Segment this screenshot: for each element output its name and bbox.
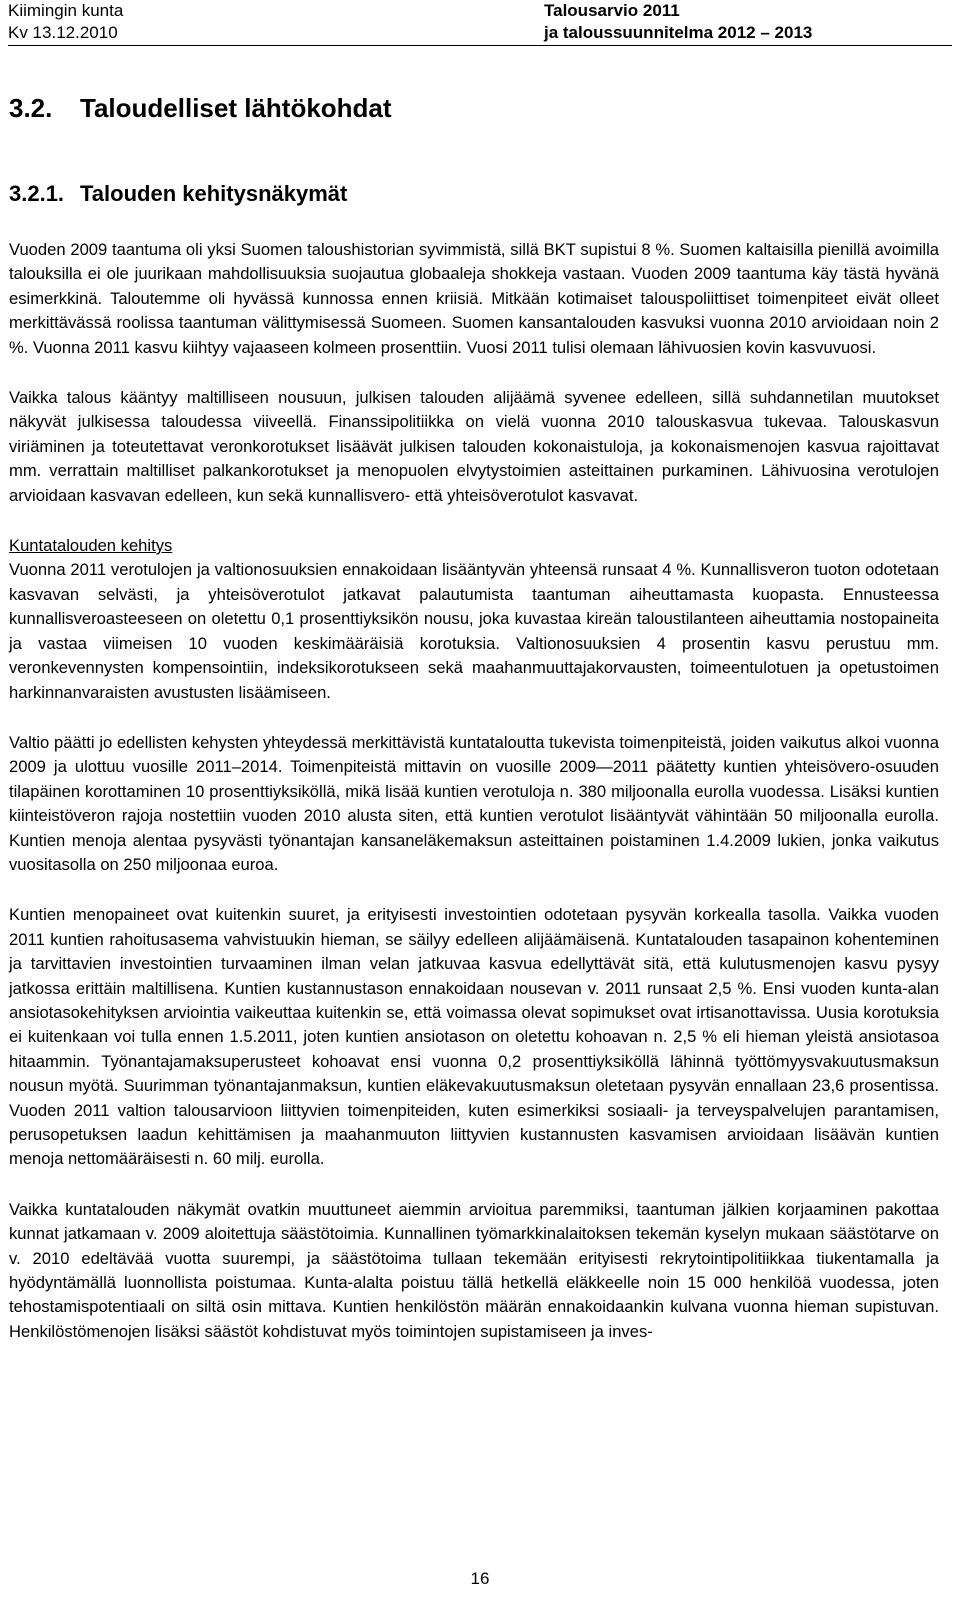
paragraph-4: Valtio päätti jo edellisten kehysten yhteydessä merkittävistä kuntataloutta tukevista toimenpiteistä, joiden vaikutus alkoi vuonna 2009 ja ulottuu vuosille 2011–2014. Toimenpiteistä mittavin on vuosille 2009—2011 päätetty kuntien yhteisövero-osuuden tilapäinen korottaminen 10 prosenttiyksiköllä, mikä lisää kuntien verotuloja n. 380 miljoonalla eurolla vuodessa. Lisäksi kuntien kiinteistöveron rajoja nostettiin vuoden 2010 alusta siten, että kuntien verotulot lisääntyvät vähintään 50 miljoonalla eurolla. Kuntien menoja alentaa pysyvästi työnantajan kansaneläkemaksun asteittainen poistaminen 1.4.2009 lukien, jonka vaikutus vuositasolla on 250 miljoonaa euroa. <box>9 732 939 874</box>
municipality-name: Kiimingin kunta <box>8 1 124 20</box>
subsection-title: Talouden kehitysnäkymät <box>80 181 348 206</box>
page-header <box>8 0 952 44</box>
section-heading <box>9 91 392 125</box>
paragraph-5: Kuntien menopaineet ovat kuitenkin suuret, ja erityisesti investointien odotetaan pysyvän korkealla tasolla. Vaikka vuoden 2011 kuntien rahoitusasema vahvistuukin hieman, se säilyy edelleen alijäämäisenä. Kuntatalouden tasapainon kohenteminen ja tarvittavien investointien turvaaminen ilman velan jatkuvaa kasvua edellyttävät sitä, että kulutusmenojen kasvu pysyy jatkossa erittäin maltillisena. Kuntien kustannustason ennakoidaan nousevan v. 2011 runsaat 2,5 %. Ensi vuoden kunta-alan ansiotasokehityksen arviointia vaikeuttaa kuitenkin se, että voimassa olevat sopimukset ovat irtisanottavissa. Uusia korotuksia ei kuitenkaan voi tulla ennen 1.5.2011, joten kuntien ansiotason on oletettu kohoavan n. 2,5 % eli hieman yleistä ansiotasoa hitaammin. Työnantajamaksuperusteet kohoavat ensi vuonna 0,2 prosenttiyksiköllä lähinnä työttömyysvakuutusmaksun nousun myötä. Suurimman työnantajanmaksun, kuntien eläkevakuutusmaksun oletetaan pysyvän ennallaan 23,6 prosentissa. Vuoden 2011 valtion talousarvioon liittyvien toimenpiteiden, kuten esimerkiksi sosiaali- ja terveyspalvelujen parantamisen, perusopetuksen laadun kehittämisen ja maahanmuuton liittyvien kustannusten kasvamisen arvioidaan lisäävän kuntien menoja nettomääräisesti n. 60 milj. eurolla. <box>9 905 939 1169</box>
body-text <box>9 238 939 1370</box>
document-subtitle: ja taloussuunnitelma 2012 – 2013 <box>544 23 813 42</box>
section-number: 3.2. <box>9 93 53 123</box>
header-divider <box>8 45 952 46</box>
page-number: 16 <box>470 1569 490 1588</box>
subsection-heading <box>9 179 347 209</box>
document-title: Talousarvio 2011 <box>544 1 680 20</box>
subheading-kuntatalous: Kuntatalouden kehitys <box>9 536 173 556</box>
paragraph-1: Vuoden 2009 taantuma oli yksi Suomen taloushistorian syvimmistä, sillä BKT supistui 8 %. Suomen kaltaisilla pienillä avoimilla talouksilla ei ole juurikaan mahdollisuuksia suojautua globaaleja shokkeja vastaan. Vuoden 2009 taantuma käy tästä hyvänä esimerkkinä. Taloutemme oli hyvässä kunnossa ennen kriisiä. Mitkään kotimaiset talouspoliittiset toimenpiteet eivät olleet merkittävässä roolissa taantuman välittymisessä Suomeen. Suomen kansantalouden kasvuksi vuonna 2010 arvioidaan noin 2 %. Vuonna 2011 kasvu kiihtyy vajaaseen kolmeen prosenttiin. Vuosi 2011 tulisi olemaan lähivuosien kovin kasvuvuosi. <box>9 240 939 357</box>
subsection-number: 3.2.1. <box>9 181 65 206</box>
paragraph-3: Vuonna 2011 verotulojen ja valtionosuuksien ennakoidaan lisääntyvän yhteensä runsaat 4 %. Kunnallisveron tuoton odotetaan kasvavan selvästi, ja yhteisöverotulot jatkavat palautumista taantuman aiheuttamasta kuopasta. Ennusteessa kunnallisveroasteeseen on oletettu 0,1 prosenttiyksikön nousu, joka kuvastaa kireän taloustilanteen aiheuttamia nostopaineita ja vastaa viimeisen 10 vuoden keskimääräisiä korotuksia. Valtionosuuksien 4 prosentin kasvu perustuu mm. veronkevennysten kompensointiin, indeksikorotukseen sekä maahanmuuttajakorvausten, toimeentulotuen ja opetustoimen harkinnanvaraisten avustusten lisäämiseen. <box>9 560 939 702</box>
council-date: Kv 13.12.2010 <box>8 23 118 42</box>
paragraph-6: Vaikka kuntatalouden näkymät ovatkin muuttuneet aiemmin arvioitua paremmiksi, taantuman jälkien korjaaminen pakottaa kunnat jatkamaan v. 2009 aloitettuja säästötoimia. Kunnallinen työmarkkinalaitoksen tekemän kyselyn mukaan säästötarve on v. 2010 edeltävää vuotta suurempi, ja säästötoima tullaan tekemään erityisesti rekrytointipolitiikkaa tiukentamalla ja hyödyntämällä luonnollista poistumaa. Kunta-alalta poistuu tällä hetkellä eläkkeelle noin 15 000 henkilöä vuodessa, joten tehostamispotentiaali on siltä osin mittava. Kuntien henkilöstön määrän ennakoidaankin kulvana vuonna hieman supistuvan. Henkilöstömenojen lisäksi säästöt kohdistuvat myös toimintojen supistamiseen ja inves- <box>9 1199 939 1341</box>
paragraph-2: Vaikka talous kääntyy maltilliseen nousuun, julkisen talouden alijäämä syvenee edelleen, sillä suhdannetilan muutokset näkyvät julkisessa taloudessa viiveellä. Finanssipolitiikka on vielä vuonna 2010 talouskasvua tukevaa. Talouskasvun viriäminen ja toteutettavat veronkorotukset lisäävät julkisen talouden kokonaistuloja, ja kokonaismenojen kasvua rajoittavat mm. verrattain maltilliset palkankorotukset ja menopuolen elvytystoimien asteittainen purkaminen. Lähivuosina verotulojen arvioidaan kasvavan edelleen, kun sekä kunnallisvero- että yhteisöverotulot kasvavat. <box>9 388 939 505</box>
section-title: Taloudelliset lähtökohdat <box>80 93 392 123</box>
header-left <box>8 0 123 44</box>
header-right <box>544 0 812 44</box>
